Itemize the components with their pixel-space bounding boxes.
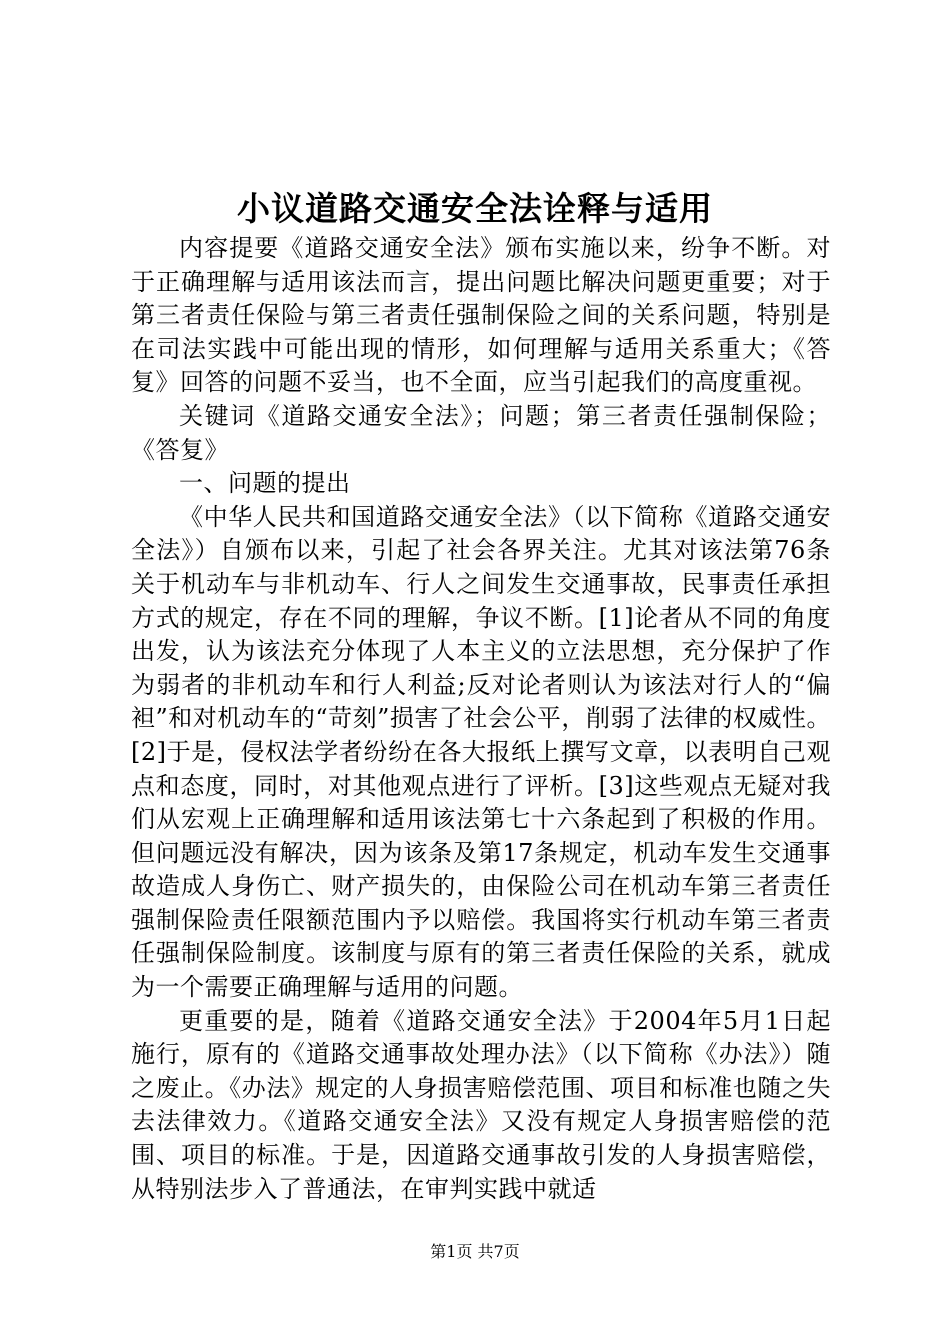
- keywords-paragraph: 关键词《道路交通安全法》；问题；第三者责任强制保险；《答复》: [131, 401, 831, 464]
- body-paragraph: 更重要的是，随着《道路交通安全法》于2004年5月1日起施行，原有的《道路交通事故处理办法》（以下简称《办法》）随之废止。《办法》规定的人身损害赔偿范围、项目和标准也随之失去法律效力。《道路交通安全法》又没有规定人身损害赔偿的范围、项目的标准。于是，因道路交通事故引发的人身损害赔偿，从特别法步入了普通法，在审判实践中就适: [131, 1006, 831, 1203]
- document-body: [131, 232, 831, 1206]
- abstract-paragraph: 内容提要《道路交通安全法》颁布实施以来，纷争不断。对于正确理解与适用该法而言，提出问题比解决问题更重要；对于第三者责任保险与第三者责任强制保险之间的关系问题，特别是在司法实践中可能出现的情形，如何理解与适用关系重大；《答复》回答的问题不妥当，也不全面，应当引起我们的高度重视。: [131, 234, 831, 397]
- document-title: 小议道路交通安全法诠释与适用: [237, 189, 713, 228]
- body-paragraph: 《中华人民共和国道路交通安全法》（以下简称《道路交通安全法》）自颁布以来，引起了社会各界关注。尤其对该法第76条关于机动车与非机动车、行人之间发生交通事故，民事责任承担方式的规定，存在不同的理解，争议不断。[1]论者从不同的角度出发，认为该法充分体现了人本主义的立法思想，充分保护了作为弱者的非机动车和行人利益;反对论者则认为该法对行人的“偏袒”和对机动车的“苛刻”损害了社会公平，削弱了法律的权威性。[2]于是，侵权法学者纷纷在各大报纸上撰写文章，以表明自己观点和态度，同时，对其他观点进行了评析。[3]这些观点无疑对我们从宏观上正确理解和适用该法第七十六条起到了积极的作用。但问题远没有解决，因为该条及第17条规定，机动车发生交通事故造成人身伤亡、财产损失的，由保险公司在机动车第三者责任强制保险责任限额范围内予以赔偿。我国将实行机动车第三者责任强制保险制度。该制度与原有的第三者责任保险的关系，就成为一个需要正确理解与适用的问题。: [131, 502, 831, 1002]
- section-heading: 一、问题的提出: [179, 469, 351, 498]
- page-number-footer: 第1页 共7页: [430, 1242, 520, 1261]
